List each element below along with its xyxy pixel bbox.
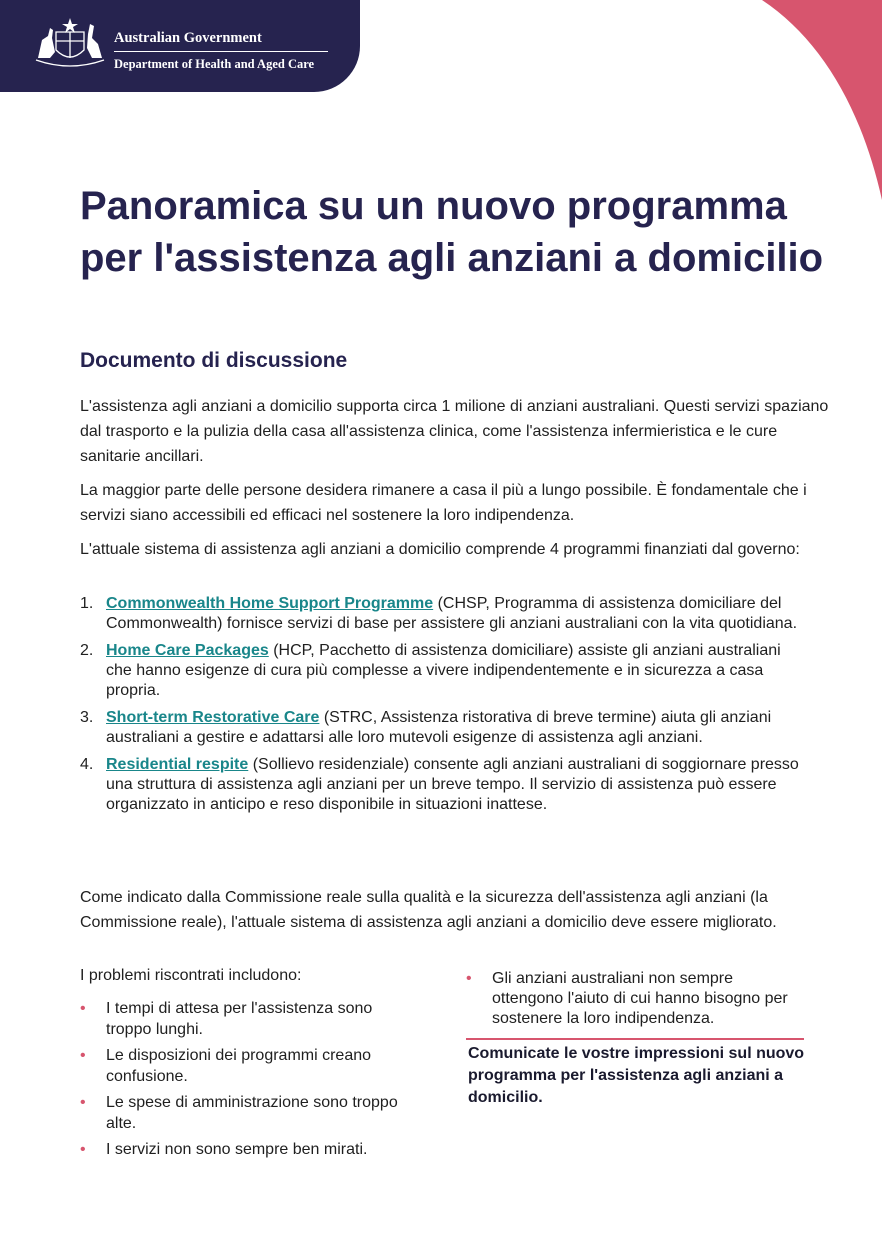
commission-paragraph: Come indicato dalla Commissione reale sulla qualità e la sicurezza dell'assistenza agli anziani (la Commissione reale), l'attuale sistema di assistenza agli anziani a domicilio deve essere migliorato. (80, 889, 777, 931)
list-item-text: (Sollievo residenziale) consente agli anziani australiani di soggiornare presso una struttura di assistenza agli anziani per un breve tempo. Il servizio di assistenza può essere organizzato in anticipo e reso disponibile in situazioni inattese. (106, 756, 799, 813)
list-item (80, 708, 800, 748)
list-item (80, 1139, 420, 1160)
list-item (80, 1092, 420, 1134)
problems-column-continued (466, 969, 806, 1034)
list-item (80, 594, 800, 634)
residential-respite-link[interactable]: Residential respite (106, 756, 249, 773)
programs-intro-paragraph: L'attuale sistema di assistenza agli anziani a domicilio comprende 4 programmi finanziati dal governo: (80, 541, 800, 558)
government-name: Australian Government (114, 30, 262, 46)
hcp-link[interactable]: Home Care Packages (106, 642, 269, 659)
bullet-icon: • (80, 1000, 86, 1017)
bullet-icon: • (80, 1047, 86, 1064)
problems-list-continued (466, 969, 806, 1029)
department-name: Department of Health and Aged Care (114, 57, 315, 71)
page-title: Panoramica su un nuovo programma per l'assistenza agli anziani a domicilio (80, 184, 824, 280)
list-number: 4. (80, 756, 94, 773)
list-item-text: Le spese di amministrazione sono troppo alte. (106, 1094, 398, 1132)
list-number: 3. (80, 709, 94, 726)
list-item-text: I servizi non sono sempre ben mirati. (106, 1141, 368, 1158)
list-item-text: (CHSP, Programma di assistenza domiciliare del Commonwealth) fornisce servizi di base per assistere gli anziani australiani con la vita quotidiana. (106, 595, 798, 632)
strc-link[interactable]: Short-term Restorative Care (106, 709, 320, 726)
callout-divider (466, 1038, 804, 1040)
list-item-text: (STRC, Assistenza ristorativa di breve termine) aiuta gli anziani australiani a gestire e adattarsi alle loro mutevoli esigenze di assistenza agli anziani. (106, 709, 772, 746)
list-item-text: I tempi di attesa per l'assistenza sono troppo lunghi. (106, 1000, 373, 1038)
independence-paragraph: La maggior parte delle persone desidera rimanere a casa il più a lungo possibile. È fondamentale che i servizi siano accessibili ed efficaci nel sostenere la loro indipendenza. (80, 482, 807, 524)
bullet-icon: • (80, 1141, 86, 1158)
list-item (80, 641, 800, 701)
problems-intro: I problemi riscontrati includono: (80, 967, 302, 984)
header-divider (114, 51, 328, 52)
list-item-text: Gli anziani australiani non sempre ottengono l'aiuto di cui hanno bisogno per sostenere la loro indipendenza. (492, 970, 788, 1027)
decorative-pink-curve (632, 0, 882, 200)
list-item-text: Le disposizioni dei programmi creano confusione. (106, 1047, 372, 1085)
problems-column (80, 966, 420, 1165)
list-item (466, 969, 806, 1029)
problems-list (80, 998, 420, 1160)
list-number: 2. (80, 642, 94, 659)
intro-paragraph: L'assistenza agli anziani a domicilio supporta circa 1 milione di anziani australiani. Questi servizi spaziano dal trasporto e la pulizia della casa all'assistenza clinica, come l'assistenza infermieristica e le cure sanitarie ancillari. (80, 398, 829, 465)
programs-list (80, 594, 800, 822)
bullet-icon: • (80, 1094, 86, 1111)
chsp-link[interactable]: Commonwealth Home Support Programme (106, 595, 434, 612)
feedback-callout: Comunicate le vostre impressioni sul nuovo programma per l'assistenza agli anziani a domicilio. (468, 1045, 805, 1106)
list-item (80, 998, 420, 1040)
document-subtitle: Documento di discussione (80, 349, 348, 372)
list-item-text: (HCP, Pacchetto di assistenza domiciliare) assiste gli anziani australiani che hanno esigenze di cura più complesse a vivere indipendentemente e in sicurezza a casa propria. (106, 642, 781, 699)
coat-of-arms-icon (30, 14, 110, 74)
list-item (80, 1045, 420, 1087)
list-item (80, 755, 800, 815)
bullet-icon: • (466, 970, 472, 987)
government-header (0, 0, 360, 92)
list-number: 1. (80, 595, 94, 612)
